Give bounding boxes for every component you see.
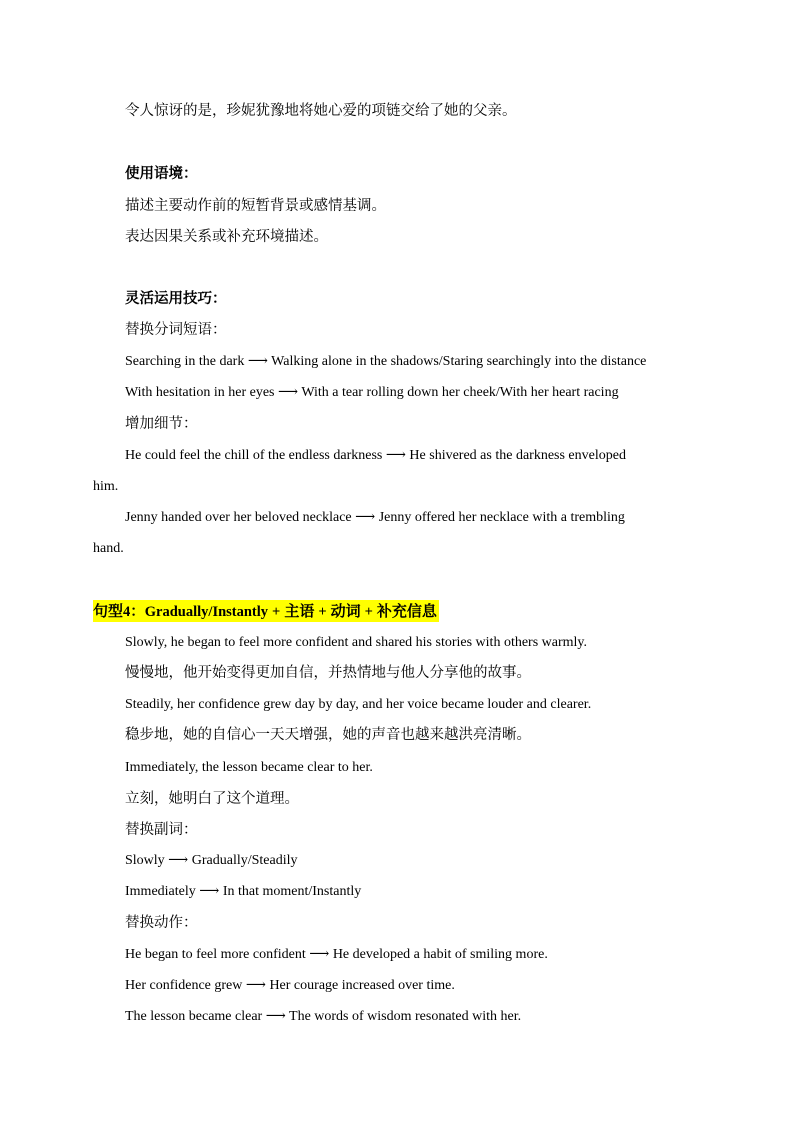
heading-extra-info: 补充信息 (376, 602, 437, 620)
example-line: Her confidence grew ⟶ Her courage increased over time. (125, 978, 455, 993)
flexible-tips-heading: 灵活运用技巧： (125, 291, 227, 307)
add-detail-label: 增加细节： (125, 416, 198, 432)
usage-context-item: 描述主要动作前的短暂背景或感情基调。 (125, 198, 386, 214)
usage-context-item: 表达因果关系或补充环境描述。 (125, 229, 328, 245)
example-line: Jenny handed over her beloved necklace ⟶ Jenny offered her necklace with a trembling (125, 510, 625, 525)
heading-subject: 主语 (284, 602, 315, 620)
example-line-continuation: him. (93, 479, 119, 494)
example-line: Slowly ⟶ Gradually/Steadily (125, 853, 298, 868)
example-sentence: Steadily, her confidence grew day by day, and her voice became louder and clearer. (125, 697, 592, 712)
example-translation: 慢慢地，他开始变得更加自信，并热情地与他人分享他的故事。 (125, 665, 531, 681)
example-sentence: Immediately, the lesson became clear to her. (125, 760, 373, 775)
example-translation: 令人惊讶的是，珍妮犹豫地将她心爱的项链交给了她的父亲。 (125, 103, 517, 119)
example-sentence: Slowly, he began to feel more confident and shared his stories with others warmly. (125, 635, 588, 650)
heading-plus: + (318, 604, 327, 620)
example-line: He could feel the chill of the endless darkness ⟶ He shivered as the darkness enveloped (125, 448, 626, 463)
example-line: Searching in the dark ⟶ Walking alone in the shadows/Staring searchingly into the distance (125, 354, 647, 369)
example-line: With hesitation in her eyes ⟶ With a tear rolling down her cheek/With her heart racing (125, 385, 619, 400)
example-translation: 立刻，她明白了这个道理。 (125, 791, 299, 807)
example-line: He began to feel more confident ⟶ He developed a habit of smiling more. (125, 947, 548, 962)
heading-adverbs: Gradually/Instantly (144, 604, 269, 620)
example-translation: 稳步地，她的自信心一天天增强，她的声音也越来越洪亮清晰。 (125, 727, 531, 743)
replace-action-label: 替换动作： (125, 915, 198, 931)
example-line: The lesson became clear ⟶ The words of wisdom resonated with her. (125, 1009, 522, 1024)
example-line-continuation: hand. (93, 541, 124, 556)
heading-verb: 动词 (330, 602, 361, 620)
heading-plus: + (272, 604, 281, 620)
replace-adverb-label: 替换副词： (125, 822, 198, 838)
example-line: Immediately ⟶ In that moment/Instantly (125, 884, 362, 899)
usage-context-heading: 使用语境： (125, 166, 198, 182)
heading-number: 4： (123, 604, 145, 620)
heading-plus: + (364, 604, 373, 620)
heading-prefix: 句型 (93, 602, 124, 620)
replace-participle-label: 替换分词短语： (125, 322, 227, 338)
pattern-4-heading (93, 600, 439, 622)
